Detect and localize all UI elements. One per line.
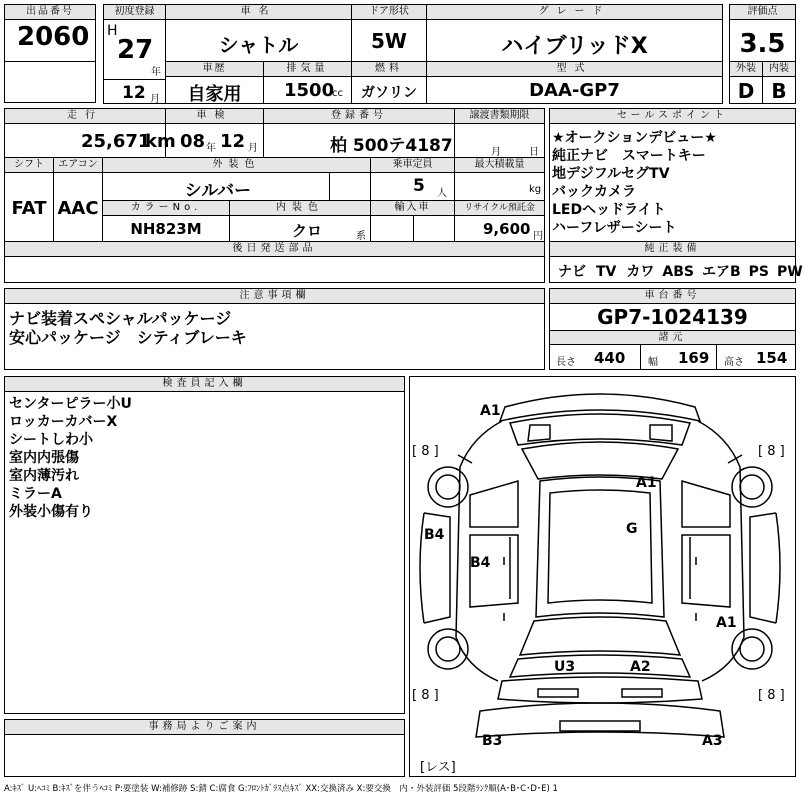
tire-depth: [ 8 ] xyxy=(758,688,785,703)
int-color-unit: 系 xyxy=(356,231,366,242)
equipment-item: ナビ xyxy=(558,264,586,280)
int-color-value: クロ xyxy=(292,222,323,240)
displacement-unit: cc xyxy=(332,88,343,99)
int-grade-value: B xyxy=(771,79,787,103)
recycle-cell xyxy=(454,200,545,242)
shift-header: シフト xyxy=(5,158,53,173)
inspector-box xyxy=(4,376,405,714)
inspection-month-unit: 月 xyxy=(248,143,258,154)
registration-cell xyxy=(103,4,166,104)
ext-color-value: シルバー xyxy=(184,181,252,201)
score-header: 評価点 xyxy=(730,5,795,20)
aircon-value: AAC xyxy=(57,198,99,219)
transfer-day-unit: 日 xyxy=(529,147,539,158)
equipment-header: 純正装備 xyxy=(550,242,795,257)
ext-grade-value: D xyxy=(737,79,755,103)
sales-point: LEDヘッドライト xyxy=(552,202,666,218)
damage-label: U3 xyxy=(554,659,576,675)
shift-cell xyxy=(4,157,54,242)
tire-depth: [ 8 ] xyxy=(758,444,785,459)
equipment-item: PW xyxy=(777,264,803,280)
ext-color-cell xyxy=(102,157,371,201)
model-header: 型式 xyxy=(427,62,722,77)
inspection-header: 車検 xyxy=(166,109,263,124)
spare-tire: [レス] xyxy=(420,760,456,775)
office-header: 事務局よりご案内 xyxy=(5,720,404,735)
office-box xyxy=(4,719,405,777)
int-grade-cell xyxy=(762,61,796,104)
capacity-value: 5 xyxy=(413,176,425,196)
sales-points-box xyxy=(549,108,796,242)
sales-point: バックカメラ xyxy=(552,184,636,200)
lot-header: 出品番号 xyxy=(5,5,95,20)
inspector-line: ミラーA xyxy=(9,486,62,502)
registration-era: H xyxy=(107,23,118,39)
spec-width: 169 xyxy=(678,349,710,367)
tire-depth: [ 8 ] xyxy=(412,444,439,459)
registration-header: 初度登録 xyxy=(104,5,165,20)
inspector-line: ロッカーカバーX xyxy=(9,414,118,430)
recycle-header: リサイクル預託金 xyxy=(455,201,544,216)
spec-length: 440 xyxy=(594,349,626,367)
capacity-header: 乗車定員 xyxy=(371,158,454,173)
specs-header: 諸元 xyxy=(550,330,795,345)
sales-points-header: セールスポイント xyxy=(550,109,795,124)
equipment-item: ABS xyxy=(662,264,694,280)
int-color-cell xyxy=(229,200,371,242)
damage-label: G xyxy=(626,521,638,537)
int-grade-header: 内装 xyxy=(763,62,795,77)
history-cell xyxy=(165,61,264,104)
damage-label: A1 xyxy=(480,403,501,419)
doors-cell xyxy=(351,4,427,62)
chassis-number: GP7-1024139 xyxy=(597,305,748,329)
equipment-cell xyxy=(549,241,803,283)
damage-label: B3 xyxy=(482,733,503,749)
lot-blank-cell xyxy=(4,61,96,103)
equipment-item: エアB xyxy=(701,264,741,280)
inspection-year: 08 xyxy=(180,131,206,152)
fuel-cell xyxy=(351,61,427,104)
lot-number: 2060 xyxy=(17,22,90,52)
capacity-unit: 人 xyxy=(437,188,447,199)
capacity-cell xyxy=(370,157,455,201)
fuel-header: 燃料 xyxy=(352,62,426,77)
equipment-list xyxy=(558,261,803,281)
sales-points-list xyxy=(552,129,717,237)
doors-value: 5W xyxy=(371,29,407,53)
legend: A:ｷｽﾞ U:ﾍｺﾐ B:ｷｽﾞを伴うﾍｺﾐ P:要塗装 W:補修跡 S:錆 C:腐食 G:ﾌﾛﾝﾄｶﾞﾗｽ点ｷｽﾞ XX:交換済み X:要交換 内・外装評価 5段階ﾗﾝｸ順(A･B･C･D･E) 1 xyxy=(4,784,558,794)
displacement-header: 排気量 xyxy=(264,62,351,77)
registration-year: 27 xyxy=(117,35,154,65)
later-parts-cell xyxy=(4,241,545,283)
displacement-value: 1500 xyxy=(284,80,335,101)
shift-value: FAT xyxy=(11,198,47,219)
mileage-unit: km xyxy=(145,131,176,152)
lot-number-cell xyxy=(4,4,96,62)
transfer-month-unit: 月 xyxy=(491,147,501,158)
note-line: 安心パッケージ シティブレーキ xyxy=(9,328,247,347)
mileage-value: 25,671 xyxy=(81,131,151,152)
damage-label: A3 xyxy=(702,733,723,749)
car-diagram-box xyxy=(409,376,796,777)
import-header: 輸入車 xyxy=(371,201,454,216)
damage-label: A2 xyxy=(630,659,651,675)
inspector-header: 検査員記入欄 xyxy=(5,377,404,392)
equipment-item: PS xyxy=(748,264,769,280)
plate-header: 登録番号 xyxy=(264,109,454,124)
car-diagram xyxy=(410,377,795,776)
damage-label: A1 xyxy=(636,475,657,491)
damage-label: A1 xyxy=(716,615,737,631)
registration-month-unit: 月 xyxy=(150,94,160,105)
spec-height: 154 xyxy=(756,349,788,367)
registration-month: 12 xyxy=(122,83,146,103)
car-name: シャトル xyxy=(218,33,299,57)
ext-grade-header: 外装 xyxy=(730,62,762,77)
tire-depth: [ 8 ] xyxy=(412,688,439,703)
equipment-item: TV xyxy=(596,264,617,280)
mileage-cell xyxy=(4,108,176,158)
recycle-value: 9,600 xyxy=(483,220,531,238)
color-no-cell xyxy=(102,200,230,242)
plate-cell xyxy=(263,108,455,158)
ext-grade-cell xyxy=(729,61,763,104)
aircon-header: エアコン xyxy=(54,158,102,173)
damage-label: B4 xyxy=(424,527,445,543)
registration-year-unit: 年 xyxy=(151,67,161,78)
sales-point: ★オークションデビュー★ xyxy=(552,130,717,146)
ext-color-header: 外装色 xyxy=(103,158,370,173)
model-value: DAA-GP7 xyxy=(529,80,620,101)
import-cell xyxy=(370,200,455,242)
grade-value: ハイブリッドX xyxy=(501,34,648,59)
color-no-value: NH823M xyxy=(130,220,202,238)
spec-height-label: 高さ xyxy=(724,357,744,368)
sales-point: ハーフレザーシート xyxy=(552,220,677,236)
car-name-cell xyxy=(165,4,352,62)
grade-cell xyxy=(426,4,723,62)
transfer-header: 譲渡書類期限 xyxy=(455,109,544,124)
inspector-line: 外装小傷有り xyxy=(9,504,93,520)
spec-length-label: 長さ xyxy=(556,357,576,368)
score-cell xyxy=(729,4,796,62)
max-load-unit: kg xyxy=(529,184,542,195)
inspection-year-unit: 年 xyxy=(206,143,216,154)
damage-label: B4 xyxy=(470,555,491,571)
inspector-lines xyxy=(9,395,132,521)
sales-point: 地デジフルセグTV xyxy=(552,166,670,182)
plate-value: 柏 500テ4187 xyxy=(330,136,453,156)
inspector-line: 室内内張傷 xyxy=(9,450,79,466)
int-color-header: 内装色 xyxy=(230,201,370,216)
inspection-cell xyxy=(165,108,264,158)
transfer-cell xyxy=(454,108,545,158)
score-value: 3.5 xyxy=(739,29,786,59)
later-parts-header: 後日発送部品 xyxy=(5,242,544,257)
inspector-line: 室内薄汚れ xyxy=(9,468,79,484)
max-load-cell xyxy=(454,157,545,201)
sales-point: 純正ナビ スマートキー xyxy=(552,148,706,164)
notes-box xyxy=(4,288,545,370)
model-cell xyxy=(426,61,723,104)
history-value: 自家用 xyxy=(187,84,242,105)
equipment-item: カワ xyxy=(626,264,655,280)
mileage-header: 走行 xyxy=(5,109,165,124)
recycle-unit: 円 xyxy=(533,231,543,242)
spec-width-label: 幅 xyxy=(648,357,658,368)
inspection-month: 12 xyxy=(220,131,246,152)
displacement-cell xyxy=(263,61,352,104)
fuel-value: ガソリン xyxy=(361,85,417,101)
inspector-line: シートしわ小 xyxy=(9,432,93,448)
aircon-cell xyxy=(53,157,103,242)
notes-header: 注意事項欄 xyxy=(5,289,544,304)
history-header: 車歴 xyxy=(166,62,263,77)
note-line: ナビ装着スペシャルパッケージ xyxy=(9,309,232,328)
grade-header: グレード xyxy=(427,5,722,20)
color-no-header: カラーNo. xyxy=(103,201,229,216)
inspector-line: センターピラー小U xyxy=(9,396,132,412)
chassis-header: 車台番号 xyxy=(550,289,795,304)
notes-lines xyxy=(9,309,247,347)
chassis-box xyxy=(549,288,796,370)
car-name-header: 車名 xyxy=(166,5,351,20)
max-load-header: 最大積載量 xyxy=(455,158,544,173)
doors-header: ドア形状 xyxy=(352,5,426,20)
